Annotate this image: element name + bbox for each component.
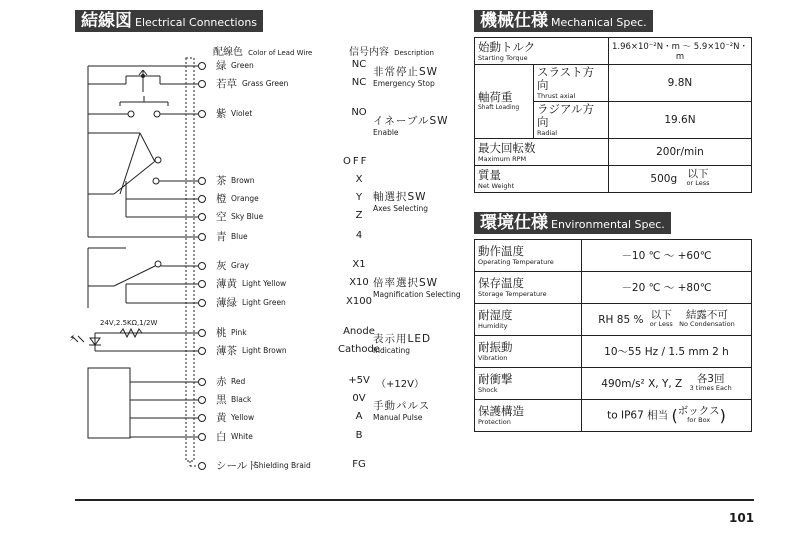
shaft-loading-label: 軸荷重 Shaft Loading [475,65,534,139]
signal-code: X1 [352,259,366,270]
wire-color-en: Yellow [231,413,255,422]
signal-code: +5V [348,375,370,386]
wire-color-en: Black [231,395,252,404]
wire-color-en: Violet [231,109,253,118]
off-label: OFF [343,156,369,167]
mechanical-title-en: Mechanical Spec. [551,16,647,29]
wire-color-en: Sky Blue [231,212,264,221]
wire-color-en: Shielding Braid [254,461,311,470]
signal-code: FG [352,459,366,470]
group-axes-selecting: 軸選択SW Axes Selecting [373,191,428,213]
wire-color-en: Grass Green [242,79,289,88]
wire-color-jp: 白 [216,431,227,443]
wire-color-jp: 紫 [216,108,227,120]
wire-color-jp: 黄 [216,412,227,424]
wire-color-jp: シールド [216,460,258,472]
wire-color-en: Blue [231,232,248,241]
mechanical-title-jp: 機械仕様 [480,11,548,31]
weight-value: 500g 以下 or Less [608,166,751,193]
wire-color-jp: 茶 [216,175,227,187]
environmental-spec-table [474,239,752,432]
wire-color-jp: 薄黄 [216,278,237,290]
weight-label: 質量 Net Weight [475,166,609,193]
group-magnification-selecting: 倍率選択SW Magnification Selecting [373,277,461,299]
wire-color-jp: 青 [216,231,227,243]
wire-color-en: Light Green [242,298,286,307]
led-symbol: ⚡ [69,334,76,344]
group-enable: イネーブルSW Enable [373,115,449,137]
thrust-value: 9.8N [608,65,751,102]
wire-color-jp: 薄茶 [216,345,237,357]
signal-code: Anode [343,326,375,337]
wire-color-jp: 黒 [216,394,227,406]
wire-color-jp: 赤 [216,376,227,388]
starting-torque-label: 始動トルク Starting Torque [475,38,609,65]
environmental-title-jp: 環境仕様 [480,213,548,233]
signal-code: X100 [346,296,372,307]
vibration-label: 耐振動 Vibration [475,336,582,368]
radial-value: 19.6N [608,102,751,139]
electrical-title-en: Electrical Connections [135,16,258,29]
signal-code: 0V [352,393,366,404]
color-column-header: 配線色 Color of Lead Wire [213,47,313,58]
wire-color-en: Pink [231,328,247,337]
signal-code: NC [351,77,367,88]
wire-color-en: Light Brown [242,346,287,355]
thrust-label: スラスト方向 Thrust axial [534,65,609,102]
wire-color-jp: 空 [216,211,227,223]
radial-label: ラジアル方向 Radial [534,102,609,139]
vibration-value: 10～55 Hz / 1.5 mm 2 h [582,336,752,368]
shock-label: 耐衝撃 Shock [475,368,582,400]
wire-color-en: Green [231,61,254,70]
wire-color-en: Orange [231,194,259,203]
signal-column-header: 信号内容 Description [349,47,434,58]
signal-code: 4 [355,230,363,241]
electrical-title-jp: 結線図 [81,11,132,31]
signal-code: NC [351,59,367,70]
wire-color-jp: 橙 [216,193,227,205]
wire-color-jp: 薄緑 [216,297,237,309]
wire-color-en: Light Yellow [242,279,287,288]
starting-torque-value: 1.96×10⁻²N・m ～ 5.9×10⁻²N・m [608,38,751,65]
wire-color-jp: 灰 [216,260,227,272]
wire-color-jp: 桃 [216,327,227,339]
shield-boundary [186,58,194,461]
storage-temp-value: －20 ℃ ～ +80℃ [582,272,752,304]
signal-code: Cathode [338,344,380,355]
signal-code: Z [355,210,363,221]
signal-code: Y [355,192,363,203]
signal-code: X [355,174,363,185]
resistor-label: 24V,2.5KΩ,1/2W [100,319,158,327]
wire-color-en: Brown [231,176,255,185]
page-number: 101 [729,511,755,525]
environmental-title-en: Environmental Spec. [551,218,665,231]
signal-code: X10 [349,277,369,288]
group-emergency-stop: 非常停止SW Emergency Stop [373,66,439,88]
protection-value: to IP67 相当 ( ボックス for Box ) [582,400,752,432]
signal-code: NO [351,107,367,118]
operating-temp-label: 動作温度 Operating Temperature [475,240,582,272]
operating-temp-value: －10 ℃ ～ +60℃ [582,240,752,272]
wire-color-jp: 緑 [216,60,227,72]
wire-color-jp: 若草 [216,78,237,90]
protection-label: 保護構造 Protection [475,400,582,432]
wire-row [200,457,560,475]
wire-color-en: Gray [231,261,249,270]
group-manual-pulse: 手動パルス Manual Pulse [373,400,431,422]
shock-value: 490m/s² X, Y, Z 各3回 3 times Each [582,368,752,400]
group-indicating: 表示用LED Indicating [373,333,432,355]
humidity-label: 耐湿度 Humidity [475,304,582,336]
wire-color-en: Red [231,377,246,386]
max-rpm-value: 200r/min [608,139,751,166]
plus12v-label: （+12V） [376,379,424,390]
signal-code: B [355,430,363,441]
wire-color-en: White [231,432,253,441]
mechanical-spec-table [474,37,752,193]
storage-temp-label: 保存温度 Storage Temperature [475,272,582,304]
humidity-value: RH 85 % 以下 or Less 結露不可 No Condensation [582,304,752,336]
signal-code: A [355,411,363,422]
max-rpm-label: 最大回転数 Maximum RPM [475,139,609,166]
